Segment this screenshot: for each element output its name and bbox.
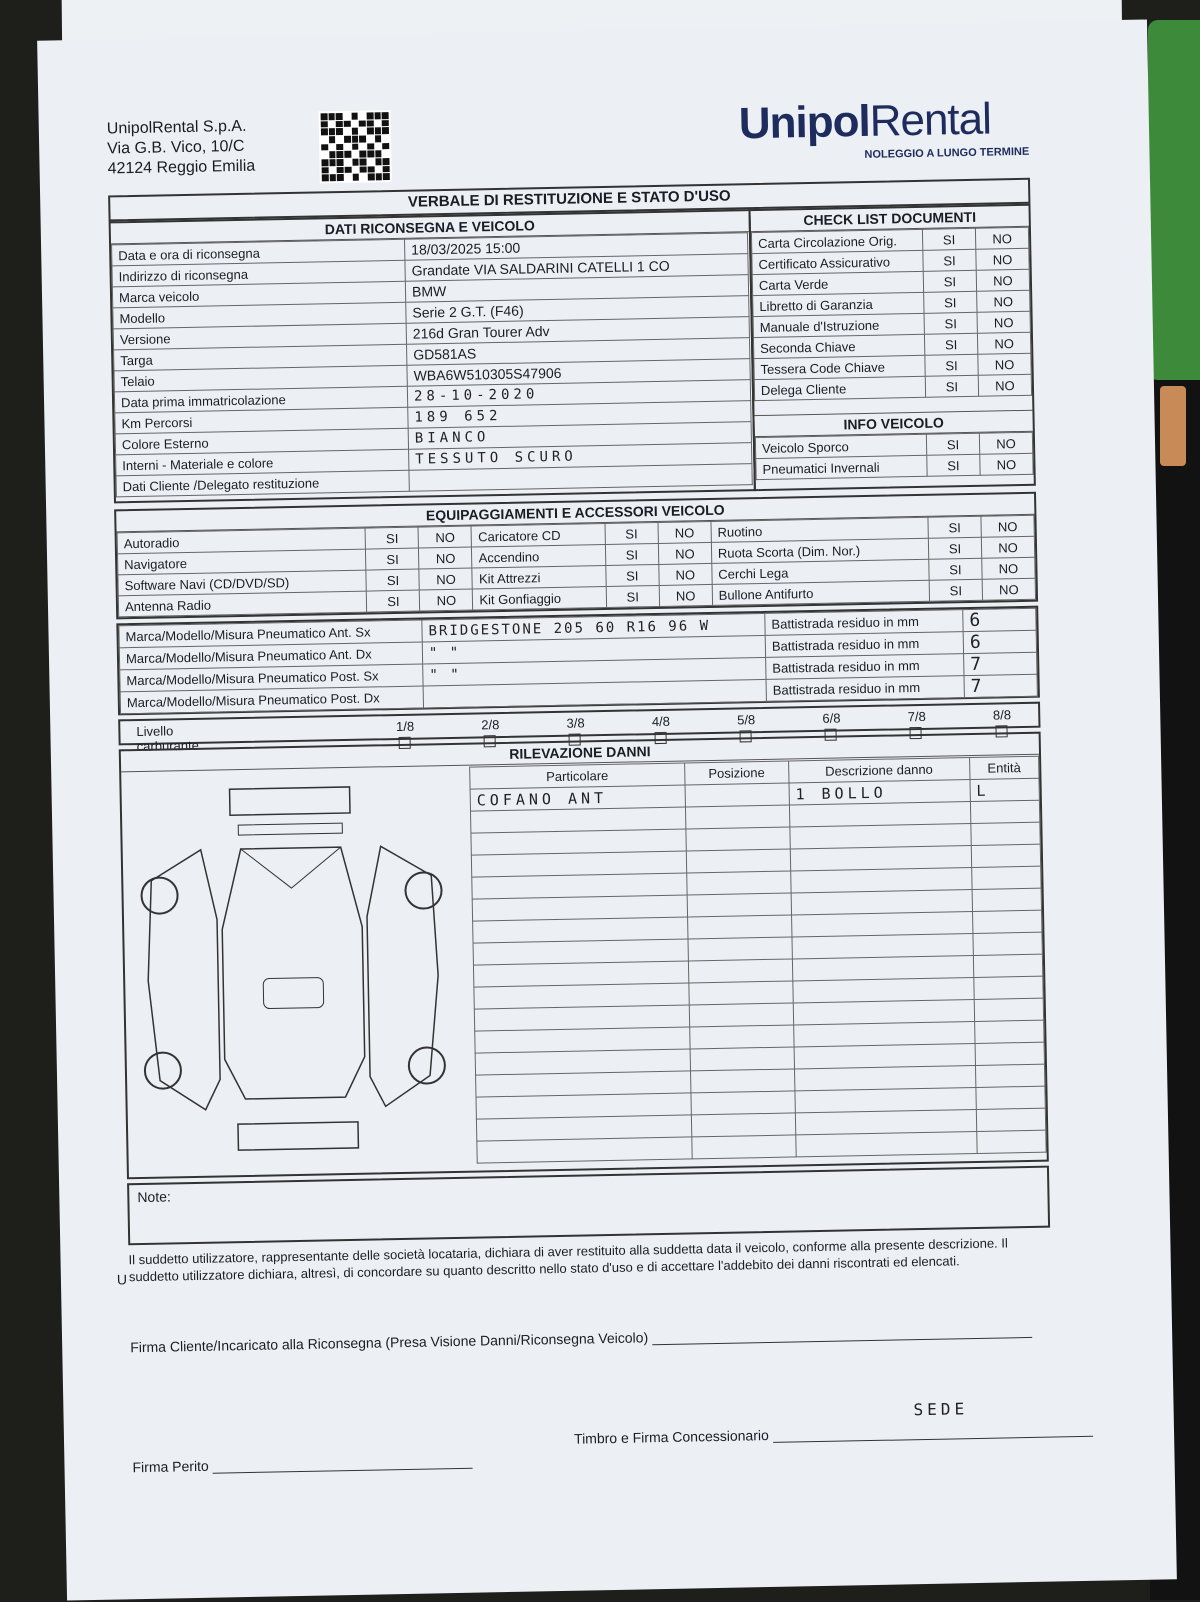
- vehicle-field-value: 18/03/2025 15:00: [405, 233, 748, 261]
- info-veicolo-title: INFO VEICOLO: [754, 410, 1032, 437]
- equipment-item-label: Cerchi Lega: [712, 559, 930, 584]
- damage-cell-empty: [687, 915, 791, 939]
- damage-cell-empty: [975, 1064, 1045, 1087]
- client-signature-label: Firma Cliente/Incaricato alla Riconsegna (Presa Visione Danni/Riconsegna Veicolo): [130, 1329, 649, 1356]
- vehicle-field-value: GD581AS: [407, 338, 750, 366]
- damage-cell-empty: [687, 893, 791, 917]
- equipment-item-label: Caricatore CD: [471, 523, 605, 547]
- damage-cell-empty: [691, 1091, 795, 1115]
- equipment-item-label: Kit Attrezzi: [472, 565, 606, 589]
- vehicle-field-value: Serie 2 G.T. (F46): [406, 296, 749, 324]
- vehicle-section-title: DATI RICONSEGNA E VEICOLO: [111, 211, 749, 244]
- tread-value: 6: [963, 608, 1036, 631]
- checkbox-no[interactable]: NO: [976, 248, 1029, 270]
- checkbox-no[interactable]: NO: [420, 589, 473, 611]
- damage-column-header: Particolare: [470, 763, 685, 789]
- checklist-label: Carta Verde: [752, 271, 923, 295]
- checkbox-si[interactable]: SI: [925, 354, 978, 376]
- equipment-title: EQUIPAGGIAMENTI E ACCESSORI VEICOLO: [116, 494, 1034, 533]
- vehicle-field-label: Dati Cliente /Delegato restituzione: [116, 470, 409, 497]
- vehicle-field-value: 216d Gran Tourer Adv: [406, 317, 749, 345]
- equipment-item-label: Bullone Antifurto: [712, 580, 930, 605]
- checkbox-si[interactable]: SI: [923, 270, 976, 292]
- checkbox-si[interactable]: SI: [366, 548, 419, 570]
- check-list-title: CHECK LIST DOCUMENTI: [751, 206, 1029, 232]
- declaration-text: Il suddetto utilizzatore, rappresentante delle società locataria, dichiara di aver restituito alla suddetta data il veicolo, conforme alla presente descrizione. Il suddetto utilizzatore dichiara, altresì, di concordare su quanto descritto nello stato d'uso e di accettare l'addebito dei danni riscontrati ed elencati.: [128, 1235, 1008, 1285]
- checkbox-si[interactable]: SI: [606, 585, 659, 607]
- checkbox-si[interactable]: SI: [927, 454, 980, 476]
- damage-column-header: Descrizione danno: [788, 758, 969, 783]
- checkbox-no[interactable]: NO: [977, 311, 1030, 333]
- checkbox-no[interactable]: NO: [975, 227, 1028, 249]
- green-pen: [1148, 20, 1200, 380]
- vehicle-field-label: Targa: [114, 344, 407, 371]
- damage-cell-empty: [973, 932, 1043, 955]
- tyres-section: [116, 606, 1040, 716]
- tread-label: Battistrada residuo in mm: [765, 610, 963, 636]
- tyre-value: " ": [422, 635, 765, 664]
- checklist-row: [754, 374, 1031, 400]
- damage-cell-empty: [971, 844, 1041, 867]
- damage-cell-empty: [477, 1137, 692, 1163]
- vehicle-data-table: [111, 232, 753, 497]
- checkbox-no[interactable]: NO: [979, 432, 1032, 454]
- vehicle-field-label: Telaio: [114, 365, 407, 392]
- tread-value: 6: [963, 630, 1036, 653]
- checkbox-si[interactable]: SI: [925, 375, 978, 397]
- tread-label: Battistrada residuo in mm: [765, 632, 963, 658]
- tread-label: Battistrada residuo in mm: [766, 676, 964, 702]
- company-city: 42124 Reggio Emilia: [107, 157, 256, 178]
- damage-cell: L: [970, 778, 1040, 801]
- vehicle-field-value: TESSUTO SCURO: [409, 443, 752, 471]
- fuel-level-label: 1/8: [395, 718, 415, 735]
- checkbox-no[interactable]: NO: [980, 453, 1033, 475]
- equipment-item-label: Accendino: [472, 544, 606, 568]
- checkbox-si[interactable]: SI: [366, 527, 419, 549]
- tyre-label: Marca/Modello/Misura Pneumatico Ant. Sx: [119, 620, 422, 648]
- checklist-label: Certificato Assicurativo: [752, 250, 923, 274]
- equipment-item-label: Navigatore: [117, 549, 366, 575]
- damage-cell-empty: [972, 910, 1042, 933]
- equipment-section: [114, 492, 1038, 620]
- damage-cell-empty: [689, 1003, 793, 1027]
- damage-cell-empty: [687, 871, 791, 895]
- damage-table: [469, 756, 1047, 1164]
- checkbox-si[interactable]: SI: [923, 249, 976, 271]
- vehicle-field-label: Data prima immatricolazione: [114, 386, 407, 413]
- checkbox-no[interactable]: NO: [978, 353, 1031, 375]
- damage-cell-empty: [970, 800, 1040, 823]
- damage-cell-empty: [692, 1135, 796, 1159]
- equipment-item-label: Ruotino: [711, 517, 929, 542]
- checkbox-no[interactable]: NO: [658, 521, 711, 543]
- checklist-label: Carta Circolazione Orig.: [751, 229, 922, 253]
- client-signature-field: [130, 1322, 1032, 1355]
- damage-column-header: Posizione: [684, 761, 788, 785]
- vehicle-field-label: Indirizzo di riconsegna: [112, 260, 405, 287]
- damage-cell-empty: [973, 976, 1043, 999]
- checkbox-no[interactable]: NO: [977, 290, 1030, 312]
- damage-section: [119, 732, 1049, 1180]
- company-address: [107, 117, 256, 180]
- checklist-label: Veicolo Sporco: [755, 434, 926, 458]
- info-veicolo-table: [755, 432, 1034, 480]
- damage-cell-empty: [972, 888, 1042, 911]
- checkbox-si[interactable]: SI: [605, 522, 658, 544]
- equipment-item-label: Ruota Scorta (Dim. Nor.): [711, 538, 929, 563]
- damage-cell-empty: [688, 937, 792, 961]
- vehicle-data-section: [109, 209, 756, 503]
- checkbox-no[interactable]: NO: [982, 578, 1035, 600]
- checklist-row: [756, 453, 1033, 479]
- equipment-item-label: Kit Gonfiaggio: [473, 586, 607, 610]
- checkbox-si[interactable]: SI: [366, 569, 419, 591]
- damage-title: RILEVAZIONE DANNI: [121, 734, 1039, 773]
- checkbox-si[interactable]: SI: [924, 333, 977, 355]
- damage-cell-empty: [975, 1042, 1045, 1065]
- checkbox-si[interactable]: SI: [928, 516, 981, 538]
- checkbox-no[interactable]: NO: [419, 526, 472, 548]
- checkbox-si[interactable]: SI: [929, 558, 982, 580]
- checkbox-si[interactable]: SI: [367, 590, 420, 612]
- tread-value: 7: [964, 674, 1037, 697]
- checkbox-no[interactable]: NO: [658, 542, 711, 564]
- vehicle-field-label: Interni - Materiale e colore: [116, 449, 409, 476]
- fuel-level-label: 8/8: [992, 707, 1012, 723]
- damage-cell: [685, 783, 789, 807]
- company-street: Via G.B. Vico, 10/C: [107, 137, 245, 158]
- damage-cell-empty: [690, 1069, 794, 1093]
- company-name: UnipolRental S.p.A.: [106, 117, 247, 138]
- checklist-label: Libretto di Garanzia: [753, 292, 924, 316]
- tyre-value: BRIDGESTONE 205 60 R16 96 W: [422, 613, 765, 642]
- damage-cell-empty: [688, 959, 792, 983]
- checkbox-si[interactable]: SI: [924, 291, 977, 313]
- vehicle-field-value: 189 652: [408, 401, 751, 429]
- checkbox-no[interactable]: NO: [977, 332, 1030, 354]
- damage-cell: 1 BOLLO: [789, 780, 970, 805]
- checklist-label: Delega Cliente: [754, 376, 925, 400]
- pen-tip: [1160, 386, 1186, 466]
- vehicle-field-label: Versione: [113, 323, 406, 350]
- perito-signature-label: Firma Perito: [132, 1457, 209, 1476]
- damage-column-header: Entità: [969, 756, 1039, 779]
- fuel-label: Livello carburante: [136, 723, 199, 755]
- tread-label: Battistrada residuo in mm: [766, 654, 964, 680]
- checklist-label: Pneumatici Invernali: [756, 455, 927, 479]
- dealer-signature-line: [773, 1422, 1093, 1443]
- vehicle-field-value: BIANCO: [408, 422, 751, 450]
- tread-value: 7: [964, 652, 1037, 675]
- vehicle-field-label: Marca veicolo: [112, 281, 405, 308]
- checkbox-no[interactable]: NO: [659, 563, 712, 585]
- damage-cell-empty: [976, 1108, 1046, 1131]
- damage-cell-empty: [685, 805, 789, 829]
- fuel-level-label: 6/8: [822, 710, 841, 726]
- document-sheet: [37, 19, 1177, 1600]
- checkbox-no[interactable]: NO: [976, 269, 1029, 291]
- tyre-label: Marca/Modello/Misura Pneumatico Post. Sx: [120, 664, 423, 692]
- damage-cell-empty: [689, 981, 793, 1005]
- dealer-signature-field: [573, 1399, 1093, 1447]
- car-diagram: [129, 775, 466, 1171]
- client-signature-line: [652, 1323, 1032, 1345]
- checkbox-no[interactable]: NO: [419, 547, 472, 569]
- tyre-label: Marca/Modello/Misura Pneumatico Post. Dx: [120, 686, 423, 714]
- side-letter: U: [116, 1271, 128, 1288]
- logo-tagline: NOLEGGIO A LUNGO TERMINE: [864, 145, 1030, 161]
- damage-cell-empty: [974, 1020, 1044, 1043]
- dealer-signature-label: Timbro e Firma Concessionario: [573, 1427, 769, 1447]
- equipment-item-label: Software Navi (CD/DVD/SD): [118, 570, 367, 596]
- checkbox-si[interactable]: SI: [606, 564, 659, 586]
- notes-label: Note:: [137, 1188, 171, 1206]
- document-title: VERBALE DI RESTITUZIONE E STATO D'USO: [108, 178, 1030, 222]
- damage-cell-empty: [796, 1131, 977, 1156]
- checklist-label: Manuale d'Istruzione: [753, 313, 924, 337]
- checkbox-si[interactable]: SI: [928, 537, 981, 559]
- check-list-table: [751, 227, 1032, 401]
- tyre-value: " ": [423, 657, 766, 686]
- checkbox-no[interactable]: NO: [419, 568, 472, 590]
- equipment-table: [117, 515, 1036, 618]
- checkbox-no[interactable]: NO: [981, 536, 1034, 558]
- checkbox-no[interactable]: NO: [981, 515, 1034, 537]
- vehicle-field-value: WBA6W510305S47906: [407, 359, 750, 387]
- vehicle-field-value: 28-10-2020: [407, 380, 750, 408]
- checkbox-si[interactable]: SI: [924, 312, 977, 334]
- fuel-level-label: 7/8: [907, 708, 926, 725]
- damage-cell-empty: [691, 1113, 795, 1137]
- dealer-stamp-text: SEDE: [913, 1399, 969, 1420]
- equipment-item-label: Autoradio: [117, 528, 366, 554]
- vehicle-field-label: Km Percorsi: [115, 407, 408, 434]
- perito-signature-line: [213, 1454, 473, 1474]
- damage-cell-empty: [686, 827, 790, 851]
- checkbox-no[interactable]: NO: [982, 557, 1035, 579]
- damage-cell: COFANO ANT: [470, 785, 685, 811]
- damage-cell-empty: [973, 954, 1043, 977]
- checkbox-no[interactable]: NO: [659, 584, 712, 606]
- equipment-item-label: Antenna Radio: [118, 591, 367, 617]
- damage-cell-empty: [976, 1086, 1046, 1109]
- damage-cell-empty: [690, 1047, 794, 1071]
- damage-cell-empty: [689, 1025, 793, 1049]
- notes-box: [127, 1166, 1050, 1246]
- damage-cell-empty: [974, 998, 1044, 1021]
- checkbox-si[interactable]: SI: [605, 543, 658, 565]
- check-list-section: [748, 204, 1035, 491]
- vehicle-field-label: Data e ora di riconsegna: [112, 239, 405, 266]
- fuel-level-label: 2/8: [481, 717, 500, 733]
- tyres-table: [118, 608, 1038, 715]
- fuel-level-label: 5/8: [736, 712, 756, 728]
- car-outline-icon: [129, 775, 466, 1171]
- damage-cell-empty: [686, 849, 790, 873]
- qr-code-icon: [319, 110, 392, 183]
- checkbox-si[interactable]: SI: [922, 228, 975, 250]
- vehicle-field-value: Grandate VIA SALDARINI CATELLI 1 CO: [405, 254, 748, 282]
- tyre-label: Marca/Modello/Misura Pneumatico Ant. Dx: [119, 642, 422, 670]
- checklist-label: Tessera Code Chiave: [754, 355, 925, 379]
- unipolrental-logo: UnipolRental: [738, 94, 992, 149]
- perito-signature-field: [132, 1453, 472, 1476]
- fuel-level-label: 3/8: [566, 715, 585, 731]
- damage-cell-empty: [971, 866, 1041, 889]
- damage-cell-empty: [970, 822, 1040, 845]
- vehicle-field-label: Modello: [113, 302, 406, 329]
- checkbox-si[interactable]: SI: [926, 433, 979, 455]
- fuel-level-label: 4/8: [651, 713, 671, 730]
- checklist-label: Seconda Chiave: [753, 334, 924, 358]
- checkbox-si[interactable]: SI: [929, 579, 982, 601]
- vehicle-field-value: BMW: [405, 275, 748, 303]
- checkbox-no[interactable]: NO: [978, 374, 1031, 396]
- damage-cell-empty: [976, 1130, 1046, 1153]
- vehicle-field-label: Colore Esterno: [115, 428, 408, 455]
